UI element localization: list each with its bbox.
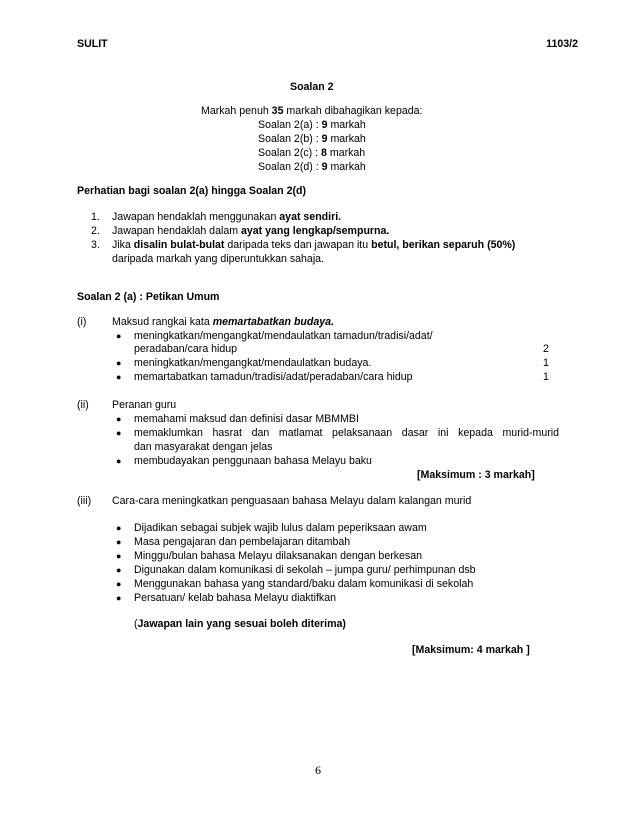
header-right: 1103/2 <box>546 38 578 50</box>
question-number: (iii) <box>77 495 92 507</box>
bullet-icon: ● <box>116 523 122 533</box>
answer-line: Dijadikan sebagai subjek wajib lulus dalam peperiksaan awam <box>134 522 427 534</box>
marks-line: Soalan 2(d) : 9 markah <box>258 161 366 173</box>
page-title: Soalan 2 <box>290 81 334 93</box>
attention-item: Jika disalin bulat-bulat daripada teks dan jawapan itu betul, berikan separuh (50%) <box>112 239 516 251</box>
answer-line: meningkatkan/mengangkat/mendaulatkan budaya. <box>134 357 372 369</box>
answer-line: membudayakan penggunaan bahasa Melayu baku <box>134 455 372 467</box>
section-heading: Soalan 2 (a) : Petikan Umum <box>77 291 220 303</box>
answer-mark: 1 <box>543 357 549 369</box>
answer-line-cont: dan masyarakat dengan jelas <box>134 441 273 453</box>
bullet-icon: ● <box>116 551 122 561</box>
bullet-icon: ● <box>116 579 122 589</box>
marks-line: Soalan 2(b) : 9 markah <box>258 133 366 145</box>
answer-line: Menggunakan bahasa yang standard/baku dalam komunikasi di sekolah <box>134 578 474 590</box>
question-number: (ii) <box>77 399 89 411</box>
bullet-icon: ● <box>116 456 122 466</box>
bullet-icon: ● <box>116 537 122 547</box>
attention-heading: Perhatian bagi soalan 2(a) hingga Soalan 2(d) <box>77 185 306 197</box>
bullet-icon: ● <box>116 593 122 603</box>
max-marks: [Maksimum: 4 markah ] <box>412 644 530 656</box>
bullet-icon: ● <box>116 331 122 341</box>
answer-mark: 1 <box>543 371 549 383</box>
answer-line: Persatuan/ kelab bahasa Melayu diaktifkan <box>134 592 336 604</box>
attention-num: 2. <box>91 225 100 237</box>
answer-line-cont: peradaban/cara hidup <box>134 343 238 355</box>
bullet-icon: ● <box>116 428 122 438</box>
answer-line: memahami maksud dan definisi dasar MBMMBI <box>134 413 359 425</box>
bullet-icon: ● <box>116 565 122 575</box>
note-text: (Jawapan lain yang sesuai boleh diterima) <box>134 618 346 630</box>
answer-line: memaklumkan hasrat dan matlamat pelaksanaan dasar ini kepada murid-murid <box>134 427 559 439</box>
answer-mark: 2 <box>543 343 549 355</box>
answer-line: Masa pengajaran dan pembelajaran ditambah <box>134 536 351 548</box>
question-text: Maksud rangkai kata memartabatkan budaya. <box>112 316 334 328</box>
marks-intro: Markah penuh 35 markah dibahagikan kepada: <box>201 105 423 117</box>
attention-item: Jawapan hendaklah menggunakan ayat sendiri. <box>112 211 342 223</box>
question-text: Cara-cara meningkatkan penguasaan bahasa Melayu dalam kalangan murid <box>112 495 472 507</box>
answer-line: meningkatkan/mengangkat/mendaulatkan tamadun/tradisi/adat/ <box>134 330 433 342</box>
max-marks: [Maksimum : 3 markah] <box>417 469 535 481</box>
attention-num: 3. <box>91 239 100 251</box>
bullet-icon: ● <box>116 372 122 382</box>
question-text: Peranan guru <box>112 399 177 411</box>
answer-line: Digunakan dalam komunikasi di sekolah – jumpa guru/ perhimpunan dsb <box>134 564 476 576</box>
page-number: 6 <box>315 763 321 777</box>
marks-line: Soalan 2(a) : 9 markah <box>258 119 366 131</box>
bullet-icon: ● <box>116 358 122 368</box>
question-number: (i) <box>77 316 87 328</box>
attention-item-cont: daripada markah yang diperuntukkan sahaja. <box>112 253 325 265</box>
attention-item: Jawapan hendaklah dalam ayat yang lengkap/sempurna. <box>112 225 390 237</box>
marks-line: Soalan 2(c) : 8 markah <box>258 147 366 159</box>
answer-line: memartabatkan tamadun/tradisi/adat/peradaban/cara hidup <box>134 371 413 383</box>
attention-num: 1. <box>91 211 100 223</box>
answer-line: Minggu/bulan bahasa Melayu dilaksanakan dengan berkesan <box>134 550 423 562</box>
bullet-icon: ● <box>116 414 122 424</box>
header-left: SULIT <box>77 38 108 50</box>
